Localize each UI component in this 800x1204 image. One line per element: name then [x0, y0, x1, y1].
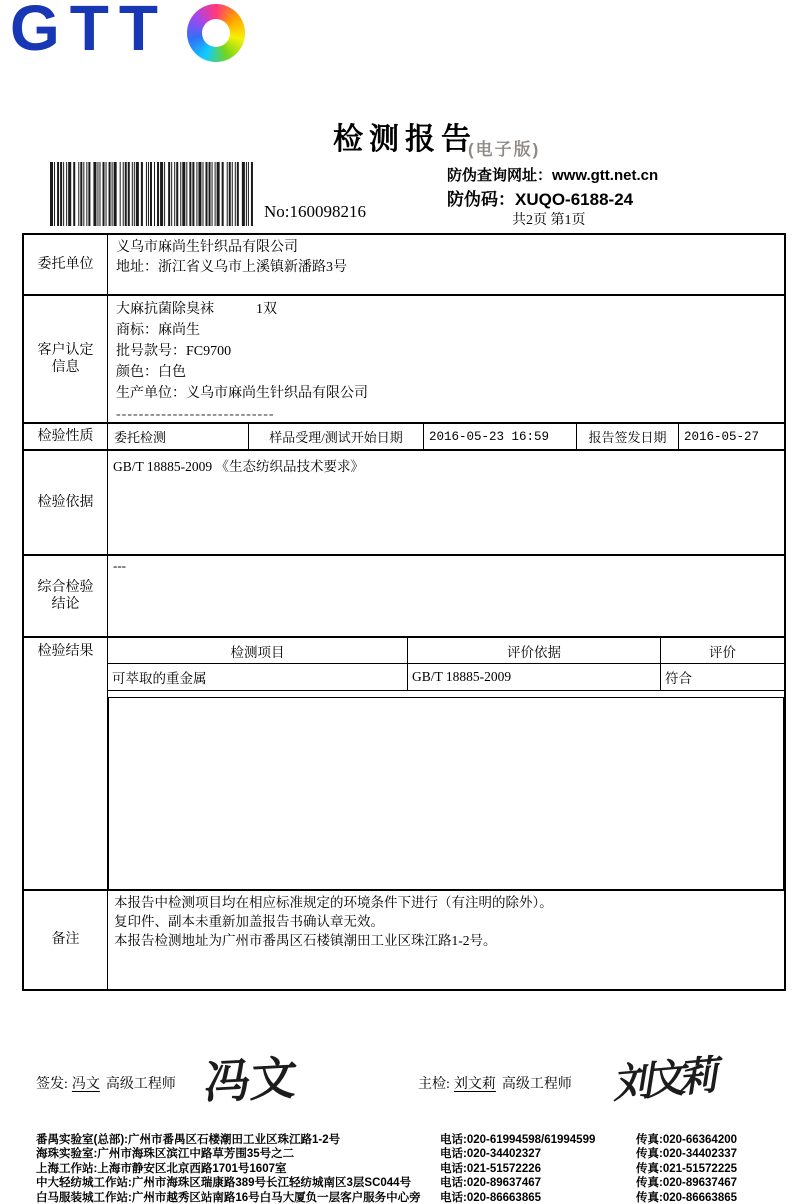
client-info-content	[108, 296, 784, 422]
results-data-row	[108, 664, 784, 691]
sample-date-value: 2016-05-23 16:59	[423, 424, 576, 449]
inspection-basis-value: GB/T 18885-2009 《生态纺织品技术要求》	[113, 459, 365, 474]
lab-fax: 传真:020-86663865	[636, 1191, 738, 1204]
check-label: 主检:	[418, 1077, 450, 1092]
lab-address: 海珠实验室:广州市海珠区滨江中路草芳围35号之二	[36, 1148, 295, 1161]
footer-row	[36, 1176, 794, 1190]
page-title: 检测报告	[333, 123, 477, 156]
row-inspection-basis	[24, 449, 784, 554]
checker-name: 刘文莉	[453, 1077, 496, 1092]
manufacturer-line: 生产单位：义乌市麻尚生针织品有限公司	[116, 386, 368, 401]
inspection-nature-content	[108, 424, 784, 449]
lab-phone: 电话:020-86663865	[440, 1191, 542, 1204]
remarks-label: 备注	[24, 891, 108, 989]
issuer-autograph: 冯文	[202, 1052, 299, 1109]
checker-signature-line	[418, 1073, 572, 1093]
dashes-line: ----------------------------	[116, 407, 275, 422]
antifake-url-value: www.gtt.net.cn	[552, 167, 659, 184]
conclusion-value: ---	[113, 558, 126, 573]
consignor-name: 义乌市麻尚生针织品有限公司	[116, 240, 298, 255]
lab-phone: 电话:021-51572226	[440, 1162, 542, 1175]
inspection-basis-label: 检验依据	[24, 451, 108, 554]
footer-row	[36, 1162, 794, 1176]
product-line	[116, 299, 776, 320]
results-label: 检验结果	[24, 638, 108, 889]
issuer-name: 冯文	[71, 1077, 100, 1092]
issue-label: 签发:	[36, 1077, 68, 1092]
consignor-content	[108, 235, 784, 294]
sample-date-label: 样品受理/测试开始日期	[248, 424, 423, 449]
remarks-content	[108, 891, 784, 989]
antifake-url-line	[447, 164, 658, 185]
report-number: No:160098216	[264, 202, 366, 221]
checker-title: 高级工程师	[501, 1077, 572, 1092]
checker-autograph: 刘文莉	[612, 1052, 718, 1107]
issue-date-label: 报告签发日期	[576, 424, 678, 449]
issuer-signature-line	[36, 1073, 176, 1093]
antifake-code-value: XUQO-6188-24	[515, 190, 634, 209]
remark-line: 复印件、副本未重新加盖报告书确认章无效。	[114, 913, 384, 929]
gtt-flower-icon	[187, 4, 245, 62]
footer-row	[36, 1147, 794, 1161]
lab-address: 白马服装城工作站:广州市越秀区站南路16号白马大厦负一层客户服务中心旁	[36, 1191, 421, 1204]
results-empty-box	[108, 697, 784, 889]
lab-address: 番禺实验室(总部):广州市番禺区石楼潮田工业区珠江路1-2号	[36, 1134, 341, 1146]
barcode	[50, 162, 257, 226]
footer-row	[36, 1133, 794, 1147]
issue-date-value: 2016-05-27	[678, 424, 784, 449]
page-count: 共2页 第1页	[512, 213, 586, 228]
report-table	[22, 233, 786, 991]
lab-address: 中大轻纺城工作站:广州市海珠区瑞康路389号长江轻纺城南区3层SC044号	[36, 1177, 412, 1190]
row-consignor	[24, 235, 784, 294]
footer-contact-block	[36, 1133, 794, 1204]
client-info-label: 客户认定 信息	[24, 296, 108, 422]
results-header-row	[108, 638, 784, 664]
results-header-item: 检测项目	[230, 644, 285, 660]
row-client-info	[24, 294, 784, 422]
result-basis: GB/T 18885-2009	[407, 664, 660, 690]
lab-address: 上海工作站:上海市静安区北京西路1701号1607室	[36, 1162, 287, 1175]
result-evaluation: 符合	[660, 664, 784, 690]
row-conclusion	[24, 554, 784, 636]
lab-phone: 电话:020-89637467	[440, 1177, 542, 1190]
issuer-title: 高级工程师	[105, 1077, 176, 1092]
antifake-code-label: 防伪码：	[447, 190, 515, 209]
antifake-url-label: 防伪查询网址：	[447, 167, 553, 184]
footer-row	[36, 1191, 794, 1204]
lab-fax: 传真:020-89637467	[636, 1177, 738, 1190]
product-name: 大麻抗菌除臭袜	[116, 302, 214, 317]
gtt-logo-text: GTT	[10, 0, 168, 64]
lab-fax: 传真:020-66364200	[636, 1134, 738, 1146]
row-inspection-nature	[24, 422, 784, 449]
color-line: 颜色：白色	[116, 365, 186, 380]
row-results	[24, 636, 784, 889]
title-edition-tag: (电子版)	[468, 140, 541, 159]
product-quantity: 1双	[256, 302, 277, 317]
inspection-nature-label: 检验性质	[24, 424, 108, 449]
lab-phone: 电话:020-34402327	[440, 1148, 542, 1161]
lab-phone: 电话:020-61994598/61994599	[440, 1134, 596, 1146]
antifake-code-line	[447, 185, 633, 210]
results-header-evaluation: 评价	[660, 638, 784, 663]
remark-line: 本报告中检测项目均在相应标准规定的环境条件下进行（有注明的除外）。	[114, 895, 553, 910]
inspection-nature-value: 委托检测	[114, 430, 167, 445]
consignor-address: 地址：浙江省义乌市上溪镇新潘路3号	[116, 259, 347, 275]
results-header-basis: 评价依据	[407, 638, 660, 663]
lab-fax: 传真:020-34402337	[636, 1148, 738, 1161]
result-item: 可萃取的重金属	[112, 671, 207, 686]
conclusion-label: 综合检验 结论	[24, 556, 108, 636]
remark-line: 本报告检测地址为广州市番禺区石楼镇潮田工业区珠江路1-2号。	[114, 932, 497, 948]
results-content	[108, 638, 784, 889]
row-remarks	[24, 889, 784, 989]
batch-line: 批号款号：FC9700	[116, 344, 232, 359]
lab-fax: 传真:021-51572225	[636, 1162, 738, 1175]
brand-line: 商标：麻尚生	[116, 323, 200, 338]
consignor-label: 委托单位	[24, 235, 108, 294]
